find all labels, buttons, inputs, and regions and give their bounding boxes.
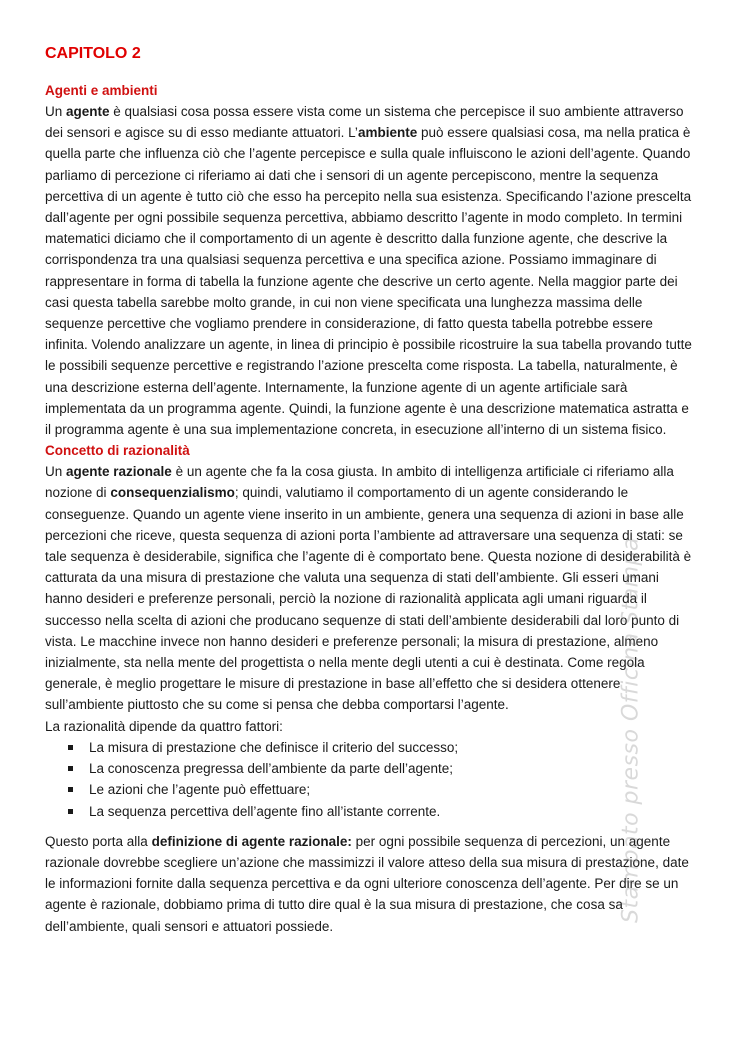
paragraph-agenti-ambienti	[45, 101, 697, 440]
factors-list	[45, 737, 697, 822]
term-agente-razionale: agente razionale	[66, 464, 172, 480]
text-run: Un	[45, 464, 67, 480]
document-page	[45, 44, 697, 937]
paragraph-razionalita	[45, 461, 697, 715]
term-ambiente: ambiente	[357, 125, 418, 141]
watermark	[616, 537, 646, 923]
section-title-razionalita: Concetto di razionalità	[45, 443, 190, 459]
text-run: per ogni possibile sequenza di percezioni, un agente razionale dovrebbe scegliere un’azione che massimizzi il valore atteso della sua misura di prestazione, date le informazioni fornite dalla sequenza percettiva e da ogni ulteriore conoscenza dell’agente. Per dire se un agente è razionale, dobbiamo prima di tutto dire qual è la sua misura di prestazione, che cosa sa dell’ambiente, quali sensori e attuatori possiede.	[45, 833, 689, 934]
watermark-text: Stampato presso Officina Stampa	[618, 537, 644, 923]
list-item: La sequenza percettiva dell’agente fino all’istante corrente.	[89, 801, 697, 822]
text-run: può essere qualsiasi cosa, ma nella pratica è quella parte che influenza ciò che l’agente percepisce e sulla quale influiscono le azioni dell’agente. Quando parliamo di percezione ci riferiamo ai dati che i sensori di un agente percepiscono, mentre la sequenza percettiva di un agente è tutto ciò che esso ha percepito nella sua esistenza. Specificando l’azione prescelta dall’agente per ogni possibile sequenza percettiva, abbiamo descritto l’agente in modo completo. In termini matematici diciamo che il comportamento di un agente è descritto dalla funzione agente, che descrive la corrispondenza tra una qualsiasi sequenza percettiva e una specifica azione. Possiamo immaginare di rappresentare in forma di tabella la funzione agente che descrive un certo agente. Nella maggior parte dei casi questa tabella sarebbe molto grande, in cui non viene specificata una lunghezza massima delle sequenze percettive che vogliamo prendere in considerazione, di fatto questa tabella potrebbe essere infinita. Volendo analizzare un agente, in linea di principio è possibile ricostruire la sua tabella provando tutte le possibili sequenze percettive e registrando l’azione prescelta come risposta. La tabella, naturalmente, è una descrizione esterna dell’agente. Internamente, la funzione agente di un agente artificiale sarà implementata da un programma agente. Quindi, la funzione agente è una descrizione matematica astratta e il programma agente è una sua implementazione concreta, in esecuzione all’interno di un sistema fisico.	[45, 125, 692, 438]
term-agente: agente	[66, 104, 110, 119]
text-run: è qualsiasi cosa possa essere vista come un sistema che percepisce il suo ambiente attraverso dei sensori e agisce su di esso mediante attuatori. L’	[45, 104, 684, 141]
text-run: Questo porta alla	[45, 833, 152, 849]
term-definizione-agente-razionale: definizione di agente razionale:	[151, 833, 352, 849]
paragraph-definizione	[45, 831, 697, 937]
text-run: è un agente che fa la cosa giusta. In ambito di intelligenza artificiale ci riferiamo alla nozione di	[45, 464, 674, 501]
chapter-title: CAPITOLO 2	[45, 45, 141, 62]
section-title-agenti-ambienti: Agenti e ambienti	[45, 83, 158, 98]
text-run: ; quindi, valutiamo il comportamento di un agente considerando le conseguenze. Quando un agente viene inserito in un ambiente, genera una sequenza di azioni in base alle percezioni che riceve, questa sequenza di azioni porta l’ambiente ad attraversare una sequenza di stati: se tale sequenza è desiderabile, significa che l’agente di è comportato bene. Questa nozione di desiderabilità è catturata da una misura di prestazione che valuta una sequenza di stati dell’ambiente. Gli esseri umani hanno desideri e preferenze personali, perciò la nozione di razionalità applicata agli umani riguarda il successo nella scelta di azioni che producano sequenze di stati dell’ambiente desiderabili dal loro punto di vista. Le macchine invece non hanno desideri e preferenze personali; la misura di prestazione, almeno inizialmente, sta nella mente del progettista o nella mente degli utenti a cui è destinata. Come regola generale, è meglio progettare le misure di prestazione in base all’effetto che si desidera ottenere sull’ambiente piuttosto che su come si pensa che debba comportarsi l’agente.	[45, 485, 692, 713]
list-intro: La razionalità dipende da quattro fattori:	[45, 718, 283, 734]
text-run: Un	[45, 104, 67, 119]
list-item: La misura di prestazione che definisce il criterio del successo;	[89, 737, 697, 758]
list-item: Le azioni che l’agente può effettuare;	[89, 779, 697, 800]
term-consequenzialismo: consequenzialismo	[110, 485, 235, 501]
list-item: La conoscenza pregressa dell’ambiente da parte dell’agente;	[89, 758, 697, 779]
